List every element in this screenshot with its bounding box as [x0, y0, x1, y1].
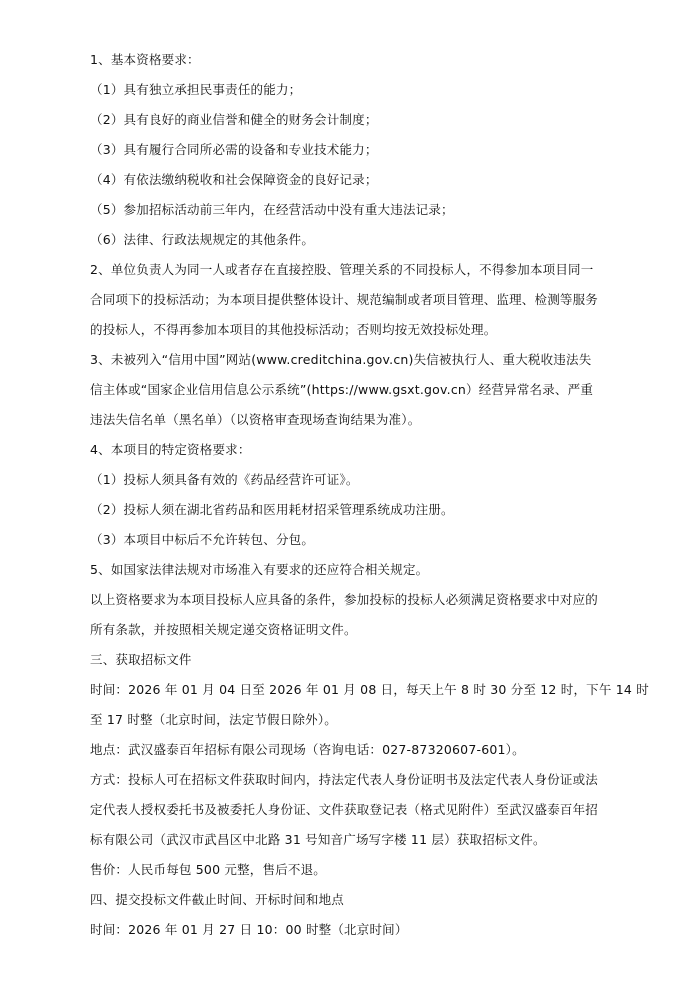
text-line: （1）具有独立承担民事责任的能力； — [90, 82, 302, 97]
text-line: 4、本项目的特定资格要求： — [90, 442, 251, 457]
text-line: 3、未被列入“信用中国”网站(www.creditchina.gov.cn)失信被执行人、重大税收违法失 — [90, 352, 592, 367]
text-line: 2、单位负责人为同一人或者存在直接控股、管理关系的不同投标人，不得参加本项目同一 — [90, 262, 594, 277]
text-line: 所有条款，并按照相关规定递交资格证明文件。 — [90, 622, 357, 637]
text-line: 时间：2026 年 01 月 27 日 10：00 时整（北京时间） — [90, 922, 408, 937]
text-line: （5）参加招标活动前三年内，在经营活动中没有重大违法记录； — [90, 202, 454, 217]
text-line: 1、基本资格要求： — [90, 52, 200, 67]
text-line: 售价：人民币每包 500 元整，售后不退。 — [90, 862, 327, 877]
text-line: （4）有依法缴纳税收和社会保障资金的良好记录； — [90, 172, 378, 187]
text-line: 至 17 时整（北京时间，法定节假日除外）。 — [90, 712, 338, 727]
text-line: （6）法律、行政法规规定的其他条件。 — [90, 232, 315, 247]
section-heading: 四、提交投标文件截止时间、开标时间和地点 — [90, 892, 345, 907]
text-line: 地点：武汉盛泰百年招标有限公司现场（咨询电话：027-87320607-601）。 — [90, 742, 525, 757]
text-line: （3）本项目中标后不允许转包、分包。 — [90, 532, 315, 547]
text-line: 定代表人授权委托书及被委托人身份证、文件获取登记表（格式见附件）至武汉盛泰百年招 — [90, 802, 599, 817]
text-line: （1）投标人须具备有效的《药品经营许可证》。 — [90, 472, 359, 487]
text-line: 5、如国家法律法规对市场准入有要求的还应符合相关规定。 — [90, 562, 429, 577]
text-line: 时间：2026 年 01 月 04 日至 2026 年 01 月 08 日，每天上午 8 时 30 分至 12 时，下午 14 时 — [90, 682, 649, 697]
text-line: 信主体或“国家企业信用信息公示系统”(https://www.gsxt.gov.cn）经营异常名录、严重 — [90, 382, 594, 397]
text-line: 以上资格要求为本项目投标人应具备的条件，参加投标的投标人必须满足资格要求中对应的 — [90, 592, 599, 607]
text-line: （3）具有履行合同所必需的设备和专业技术能力； — [90, 142, 378, 157]
text-line: 标有限公司（武汉市武昌区中北路 31 号知音广场写字楼 11 层）获取招标文件。 — [90, 832, 546, 847]
text-line: 的投标人，不得再参加本项目的其他投标活动；否则均按无效投标处理。 — [90, 322, 497, 337]
text-line: （2）投标人须在湖北省药品和医用耗材招采管理系统成功注册。 — [90, 502, 454, 517]
text-line: （2）具有良好的商业信誉和健全的财务会计制度； — [90, 112, 378, 127]
text-line: 方式：投标人可在招标文件获取时间内，持法定代表人身份证明书及法定代表人身份证或法 — [90, 772, 599, 787]
section-heading: 三、获取招标文件 — [90, 652, 192, 667]
text-line: 违法失信名单（黑名单）（以资格审查现场查询结果为准）。 — [90, 412, 421, 427]
text-line: 合同项下的投标活动；为本项目提供整体设计、规范编制或者项目管理、监理、检测等服务 — [90, 292, 599, 307]
